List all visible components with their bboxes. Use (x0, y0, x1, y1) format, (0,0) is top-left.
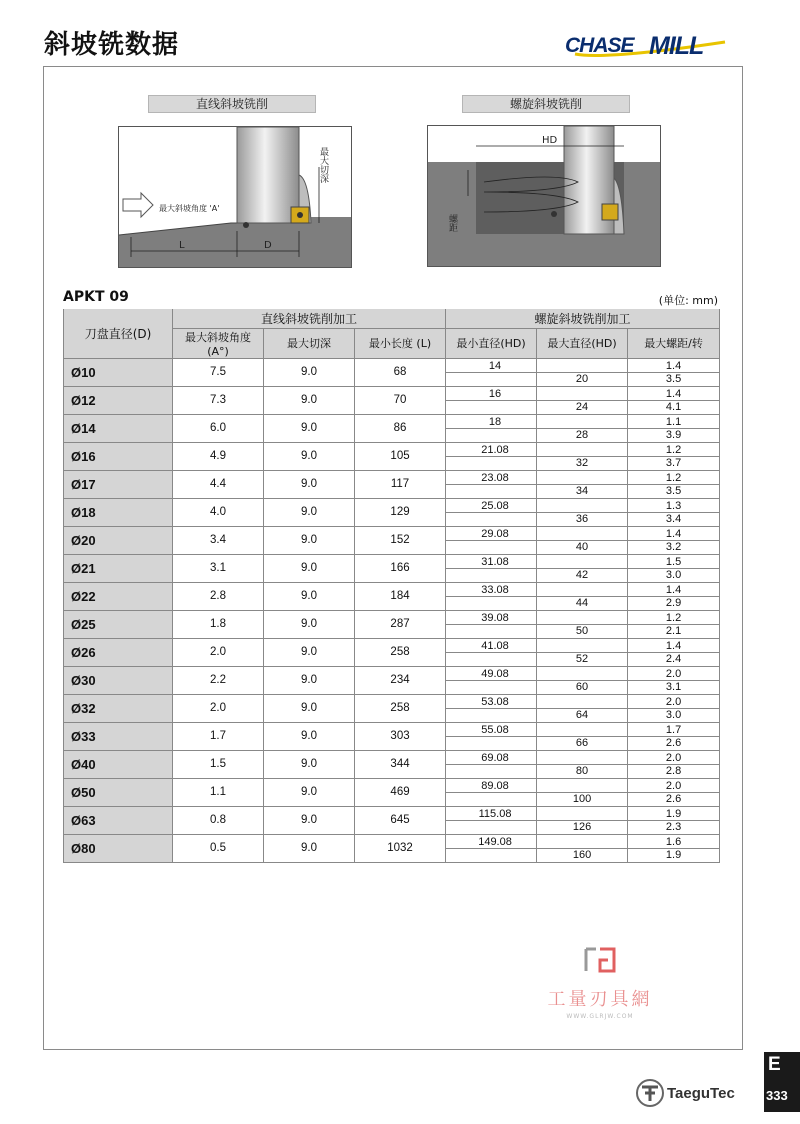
cell-min-hd (446, 638, 537, 666)
cell-max-angle: 1.1 (173, 778, 264, 806)
table-row (64, 470, 720, 498)
table-row (64, 442, 720, 470)
cell-diameter: Ø33 (64, 722, 173, 750)
min-hd-value: 69.08 (446, 751, 536, 765)
cell-diameter: Ø50 (64, 778, 173, 806)
max-hd-value: 52 (575, 652, 589, 665)
cell-max-hd (537, 498, 628, 526)
cell-min-hd (446, 414, 537, 442)
cell-max-depth: 9.0 (264, 358, 355, 386)
cell-min-length: 258 (355, 694, 446, 722)
cell-max-depth: 9.0 (264, 694, 355, 722)
cell-min-length: 105 (355, 442, 446, 470)
min-hd-value: 115.08 (446, 807, 536, 821)
pitch-at-max-hd: 3.5 (665, 372, 682, 385)
cell-max-angle: 2.8 (173, 582, 264, 610)
max-hd-value: 34 (575, 484, 589, 497)
cell-min-length: 117 (355, 470, 446, 498)
header-linear-group: 直线斜坡铣削加工 (173, 309, 446, 328)
unit-note: (单位: mm) (658, 294, 718, 307)
cell-max-angle: 1.8 (173, 610, 264, 638)
min-hd-value: 55.08 (446, 723, 536, 737)
cell-min-hd (446, 554, 537, 582)
pitch-at-min-hd: 2.0 (628, 695, 719, 709)
pitch-at-max-hd: 3.2 (665, 540, 682, 553)
dim-D: D (264, 240, 272, 251)
cell-min-length: 152 (355, 526, 446, 554)
cell-max-depth: 9.0 (264, 666, 355, 694)
cell-min-hd (446, 526, 537, 554)
max-hd-value: 40 (575, 540, 589, 553)
cell-min-hd (446, 470, 537, 498)
table-row (64, 386, 720, 414)
cell-max-hd (537, 722, 628, 750)
linear-ramp-caption: 直线斜坡铣削 (148, 95, 316, 113)
cell-max-pitch (628, 526, 720, 554)
table-row (64, 582, 720, 610)
pitch-at-max-hd: 2.8 (665, 764, 682, 777)
cell-min-hd (446, 722, 537, 750)
cell-min-length: 68 (355, 358, 446, 386)
cell-diameter: Ø16 (64, 442, 173, 470)
chasemill-logo (565, 30, 745, 62)
cell-max-hd (537, 750, 628, 778)
table-row (64, 778, 720, 806)
pitch-at-max-hd: 3.4 (665, 512, 682, 525)
min-hd-value: 16 (446, 387, 536, 401)
cell-max-pitch (628, 442, 720, 470)
svg-text:MILL: MILL (649, 32, 704, 60)
pitch-at-min-hd: 1.4 (628, 639, 719, 653)
pitch-at-min-hd: 1.1 (628, 415, 719, 429)
linear-ramp-diagram (118, 126, 352, 268)
svg-text:CHASE: CHASE (565, 34, 634, 57)
cell-max-angle: 7.5 (173, 358, 264, 386)
table-row (64, 638, 720, 666)
cell-max-angle: 1.7 (173, 722, 264, 750)
cell-diameter: Ø21 (64, 554, 173, 582)
min-hd-value: 21.08 (446, 443, 536, 457)
pitch-at-max-hd: 4.1 (665, 400, 682, 413)
cell-max-hd (537, 526, 628, 554)
pitch-at-max-hd: 1.9 (665, 848, 682, 861)
cell-max-pitch (628, 554, 720, 582)
max-hd-spacer (537, 527, 627, 541)
table-row (64, 498, 720, 526)
min-hd-value: 31.08 (446, 555, 536, 569)
header-helical-group: 螺旋斜坡铣削加工 (446, 309, 720, 328)
cell-min-length: 344 (355, 750, 446, 778)
max-hd-spacer (537, 723, 627, 737)
cell-max-angle: 7.3 (173, 386, 264, 414)
pitch-at-max-hd: 2.6 (665, 792, 682, 805)
min-hd-value: 25.08 (446, 499, 536, 513)
ramping-data-table (63, 309, 720, 863)
page-title: 斜坡铣数据 (44, 30, 180, 60)
max-hd-spacer (537, 779, 627, 793)
cell-max-angle: 0.5 (173, 834, 264, 862)
cell-min-length: 166 (355, 554, 446, 582)
helical-ramp-diagram (427, 125, 661, 267)
max-hd-spacer (537, 583, 627, 597)
cell-max-depth: 9.0 (264, 834, 355, 862)
cell-max-angle: 2.0 (173, 638, 264, 666)
cell-max-hd (537, 694, 628, 722)
cell-max-pitch (628, 358, 720, 386)
taegutec-logo (636, 1078, 748, 1108)
cell-max-angle: 4.9 (173, 442, 264, 470)
table-row (64, 806, 720, 834)
cell-diameter: Ø12 (64, 386, 173, 414)
cell-max-depth: 9.0 (264, 554, 355, 582)
cell-min-hd (446, 442, 537, 470)
cell-max-angle: 4.0 (173, 498, 264, 526)
cell-max-hd (537, 610, 628, 638)
max-hd-value: 160 (572, 848, 592, 861)
cell-max-depth: 9.0 (264, 470, 355, 498)
cell-min-length: 258 (355, 638, 446, 666)
cell-max-angle: 3.1 (173, 554, 264, 582)
cell-diameter: Ø32 (64, 694, 173, 722)
cell-max-angle: 6.0 (173, 414, 264, 442)
max-hd-spacer (537, 555, 627, 569)
cell-min-hd (446, 750, 537, 778)
max-hd-spacer (537, 359, 627, 373)
cell-max-angle: 3.4 (173, 526, 264, 554)
max-angle-label: 最大斜坡角度 'A' (159, 204, 220, 213)
table-row (64, 358, 720, 386)
cell-max-depth: 9.0 (264, 778, 355, 806)
cell-max-hd (537, 358, 628, 386)
max-hd-spacer (537, 695, 627, 709)
cell-max-angle: 4.4 (173, 470, 264, 498)
cell-min-length: 287 (355, 610, 446, 638)
cell-max-pitch (628, 750, 720, 778)
cell-max-pitch (628, 470, 720, 498)
pitch-at-min-hd: 2.0 (628, 667, 719, 681)
max-hd-value: 32 (575, 456, 589, 469)
pitch-at-min-hd: 1.2 (628, 443, 719, 457)
min-hd-value: 18 (446, 415, 536, 429)
header-min-hd: 最小直径(HD) (446, 328, 537, 358)
cell-min-hd (446, 806, 537, 834)
cell-diameter: Ø63 (64, 806, 173, 834)
cell-max-depth: 9.0 (264, 526, 355, 554)
cell-min-length: 469 (355, 778, 446, 806)
table-row (64, 554, 720, 582)
min-hd-value: 23.08 (446, 471, 536, 485)
cell-max-pitch (628, 414, 720, 442)
cell-min-length: 184 (355, 582, 446, 610)
max-hd-spacer (537, 611, 627, 625)
cell-max-pitch (628, 582, 720, 610)
cell-min-hd (446, 694, 537, 722)
max-hd-spacer (537, 499, 627, 513)
cell-min-length: 645 (355, 806, 446, 834)
cell-diameter: Ø20 (64, 526, 173, 554)
table-row (64, 694, 720, 722)
header-max-angle: 最大斜坡角度 (A°) (173, 328, 264, 358)
cell-max-hd (537, 834, 628, 862)
cell-diameter: Ø22 (64, 582, 173, 610)
pitch-at-min-hd: 1.6 (628, 835, 719, 849)
cell-max-hd (537, 414, 628, 442)
max-hd-spacer (537, 639, 627, 653)
pitch-at-min-hd: 2.0 (628, 779, 719, 793)
series-title: APKT 09 (63, 289, 129, 305)
pitch-at-min-hd: 1.2 (628, 611, 719, 625)
max-hd-value: 80 (575, 764, 589, 777)
pitch-at-max-hd: 2.6 (665, 736, 682, 749)
max-hd-spacer (537, 807, 627, 821)
pitch-at-max-hd: 3.9 (665, 428, 682, 441)
pitch-at-min-hd: 1.4 (628, 387, 719, 401)
max-hd-value: 24 (575, 400, 589, 413)
table-row (64, 750, 720, 778)
cell-min-hd (446, 582, 537, 610)
watermark-url: WWW.GLRJW.COM (566, 1013, 634, 1020)
table-body (64, 358, 720, 862)
cell-max-hd (537, 386, 628, 414)
cell-max-hd (537, 554, 628, 582)
cell-max-depth: 9.0 (264, 442, 355, 470)
cell-diameter: Ø18 (64, 498, 173, 526)
header-min-length: 最小长度 (L) (355, 328, 446, 358)
helical-ramp-caption: 螺旋斜坡铣削 (462, 95, 630, 113)
cell-diameter: Ø14 (64, 414, 173, 442)
pitch-at-min-hd: 1.9 (628, 807, 719, 821)
cell-max-pitch (628, 610, 720, 638)
max-hd-spacer (537, 471, 627, 485)
table-row (64, 414, 720, 442)
max-hd-value: 36 (575, 512, 589, 525)
cell-min-hd (446, 834, 537, 862)
cell-max-depth: 9.0 (264, 722, 355, 750)
cell-min-length: 1032 (355, 834, 446, 862)
max-hd-value: 60 (575, 680, 589, 693)
pitch-at-min-hd: 2.0 (628, 751, 719, 765)
min-hd-value: 149.08 (446, 835, 536, 849)
cell-max-hd (537, 806, 628, 834)
cell-max-depth: 9.0 (264, 638, 355, 666)
section-tab (764, 1052, 800, 1112)
max-hd-value: 64 (575, 708, 589, 721)
pitch-at-max-hd: 3.0 (665, 708, 682, 721)
max-hd-value: 50 (575, 624, 589, 637)
pitch-at-min-hd: 1.7 (628, 723, 719, 737)
pitch-at-min-hd: 1.3 (628, 499, 719, 513)
pitch-at-min-hd: 1.4 (628, 359, 719, 373)
pitch-at-min-hd: 1.4 (628, 527, 719, 541)
max-hd-value: 100 (572, 792, 592, 805)
max-depth-label: 最大切深 (318, 147, 328, 183)
max-hd-value: 44 (575, 596, 589, 609)
header-max-pitch: 最大螺距/转 (628, 328, 720, 358)
dim-HD: HD (542, 135, 558, 146)
min-hd-value: 33.08 (446, 583, 536, 597)
max-hd-spacer (537, 667, 627, 681)
watermark-logo-icon (580, 945, 620, 975)
min-hd-value: 14 (446, 359, 536, 373)
pitch-at-max-hd: 3.1 (665, 680, 682, 693)
cell-min-length: 234 (355, 666, 446, 694)
pitch-at-max-hd: 2.3 (665, 820, 682, 833)
max-hd-spacer (537, 387, 627, 401)
max-hd-value: 126 (572, 820, 592, 833)
cell-max-depth: 9.0 (264, 414, 355, 442)
cell-max-depth: 9.0 (264, 610, 355, 638)
min-hd-value: 53.08 (446, 695, 536, 709)
cell-max-pitch (628, 638, 720, 666)
cell-min-hd (446, 498, 537, 526)
max-hd-value: 66 (575, 736, 589, 749)
min-hd-value: 29.08 (446, 527, 536, 541)
pitch-at-max-hd: 2.4 (665, 652, 682, 665)
company-name: TaeguTec (667, 1085, 735, 1102)
cell-min-hd (446, 386, 537, 414)
cell-max-angle: 2.2 (173, 666, 264, 694)
table-row (64, 610, 720, 638)
cell-diameter: Ø30 (64, 666, 173, 694)
pitch-at-max-hd: 3.5 (665, 484, 682, 497)
cell-diameter: Ø10 (64, 358, 173, 386)
cell-max-hd (537, 638, 628, 666)
cell-max-pitch (628, 666, 720, 694)
cell-max-pitch (628, 498, 720, 526)
header-max-hd: 最大直径(HD) (537, 328, 628, 358)
max-hd-value: 42 (575, 568, 589, 581)
max-hd-spacer (537, 415, 627, 429)
header-diameter: 刀盘直径(D) (64, 309, 173, 358)
cell-diameter: Ø17 (64, 470, 173, 498)
cell-max-hd (537, 778, 628, 806)
cell-max-depth: 9.0 (264, 498, 355, 526)
cell-max-angle: 0.8 (173, 806, 264, 834)
section-letter: E (768, 1054, 781, 1075)
pitch-at-max-hd: 3.7 (665, 456, 682, 469)
cell-max-hd (537, 470, 628, 498)
pitch-at-min-hd: 1.4 (628, 583, 719, 597)
min-hd-value: 89.08 (446, 779, 536, 793)
cell-diameter: Ø80 (64, 834, 173, 862)
pitch-at-max-hd: 2.1 (665, 624, 682, 637)
cell-max-pitch (628, 386, 720, 414)
table-row (64, 834, 720, 862)
dim-L: L (179, 240, 185, 251)
min-hd-value: 49.08 (446, 667, 536, 681)
cell-min-length: 86 (355, 414, 446, 442)
cell-max-hd (537, 582, 628, 610)
pitch-at-max-hd: 3.0 (665, 568, 682, 581)
cell-diameter: Ø25 (64, 610, 173, 638)
pitch-at-min-hd: 1.5 (628, 555, 719, 569)
cell-max-hd (537, 666, 628, 694)
cell-max-pitch (628, 806, 720, 834)
min-hd-value: 39.08 (446, 611, 536, 625)
max-hd-spacer (537, 835, 627, 849)
cell-max-depth: 9.0 (264, 806, 355, 834)
cell-max-depth: 9.0 (264, 582, 355, 610)
cell-min-length: 70 (355, 386, 446, 414)
watermark (530, 945, 670, 1025)
table-row (64, 722, 720, 750)
header-max-depth: 最大切深 (264, 328, 355, 358)
cell-max-depth: 9.0 (264, 386, 355, 414)
cell-max-angle: 2.0 (173, 694, 264, 722)
cell-max-hd (537, 442, 628, 470)
max-hd-value: 20 (575, 372, 589, 385)
cell-max-depth: 9.0 (264, 750, 355, 778)
cell-min-hd (446, 778, 537, 806)
cell-max-pitch (628, 722, 720, 750)
cell-min-hd (446, 610, 537, 638)
cell-max-pitch (628, 834, 720, 862)
cell-max-angle: 1.5 (173, 750, 264, 778)
cell-min-length: 129 (355, 498, 446, 526)
table-row (64, 526, 720, 554)
max-hd-spacer (537, 443, 627, 457)
cell-max-pitch (628, 694, 720, 722)
max-hd-spacer (537, 751, 627, 765)
pitch-at-min-hd: 1.2 (628, 471, 719, 485)
cell-max-pitch (628, 778, 720, 806)
pitch-at-max-hd: 2.9 (665, 596, 682, 609)
cell-min-hd (446, 358, 537, 386)
cell-min-length: 303 (355, 722, 446, 750)
watermark-text: 工量刃具網 (547, 989, 653, 1010)
cell-min-hd (446, 666, 537, 694)
cell-diameter: Ø40 (64, 750, 173, 778)
page-number: 333 (766, 1088, 788, 1103)
table-row (64, 666, 720, 694)
cell-diameter: Ø26 (64, 638, 173, 666)
max-hd-value: 28 (575, 428, 589, 441)
pitch-label: 螺距 (447, 214, 457, 232)
min-hd-value: 41.08 (446, 639, 536, 653)
